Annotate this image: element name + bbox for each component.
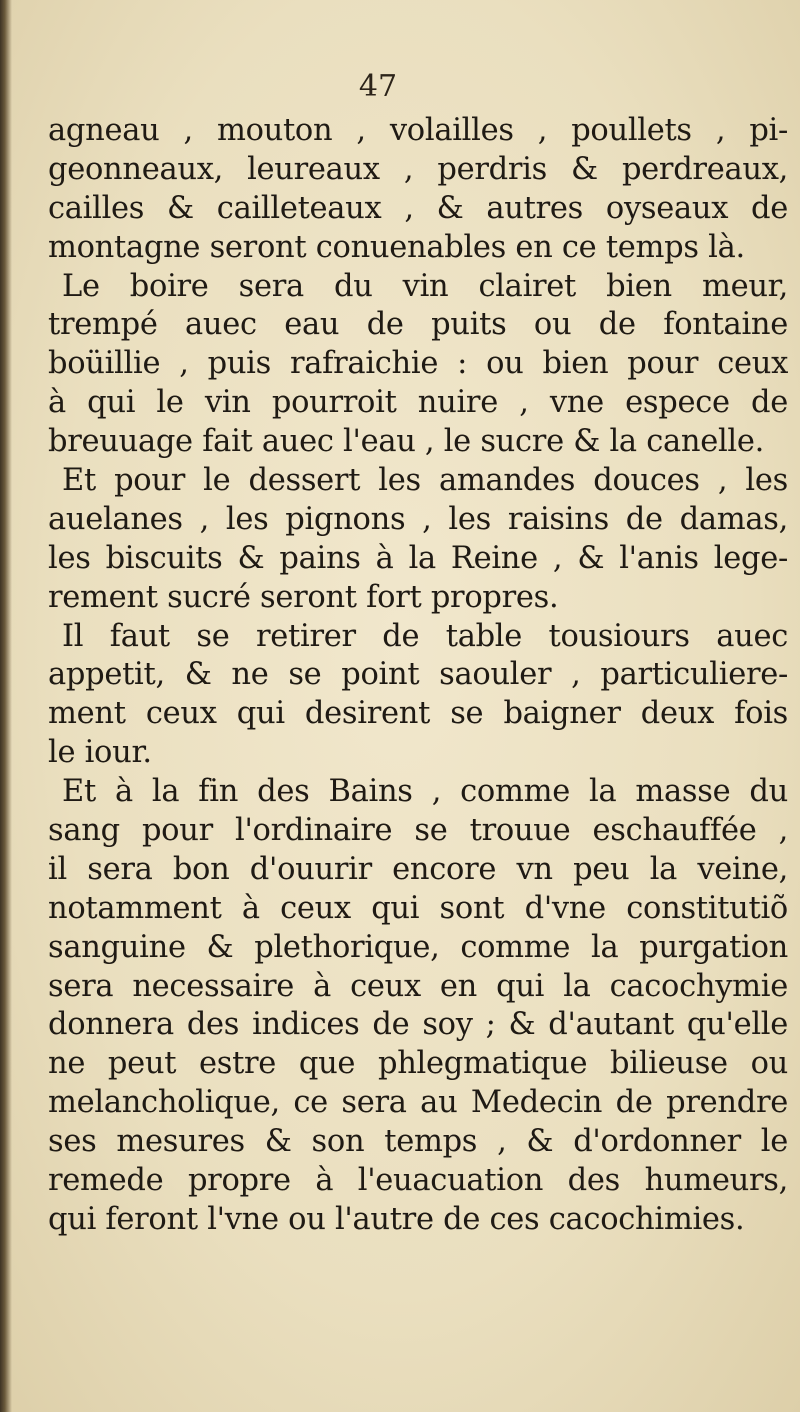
body-text <box>48 112 788 1240</box>
text-line: Et à la fin des Bains , comme la masse du <box>62 774 788 810</box>
book-gutter-shadow <box>0 0 12 1412</box>
text-line: rement sucré seront fort propres. <box>48 579 559 615</box>
page-number: 47 <box>358 69 398 104</box>
text-line: auelanes , les pignons , les raisins de damas, <box>48 501 788 537</box>
text-line: geonneaux, leureaux , perdris & perdreaux, <box>48 151 788 187</box>
text-line: sera necessaire à ceux en qui la cacochymie <box>48 968 788 1004</box>
text-line: sanguine & plethorique, comme la purgation <box>48 929 788 965</box>
text-line: cailles & cailleteaux , & autres oyseaux de <box>48 190 788 226</box>
text-line: le iour. <box>48 735 152 771</box>
text-line: notamment à ceux qui sont d'vne constitutiõ <box>48 890 788 926</box>
text-line: agneau , mouton , volailles , poullets , pi- <box>48 113 788 148</box>
text-line: appetit, & ne se point saouler , particuliere- <box>48 657 788 693</box>
text-line: remede propre à l'euacuation des humeurs, <box>48 1163 788 1199</box>
text-line: trempé auec eau de puits ou de fontaine <box>48 307 788 343</box>
text-line: Le boire sera du vin clairet bien meur, <box>62 268 788 304</box>
text-line: Et pour le dessert les amandes douces , les <box>62 463 788 499</box>
text-line: montagne seront conuenables en ce temps là. <box>48 229 745 265</box>
text-line: ne peut estre que phlegmatique bilieuse ou <box>48 1046 788 1082</box>
text-line: boüillie , puis rafraichie : ou bien pour ceux <box>48 346 788 382</box>
text-line: il sera bon d'ouurir encore vn peu la veine, <box>48 851 788 887</box>
text-line: ment ceux qui desirent se baigner deux fois <box>48 696 788 732</box>
text-line: Il faut se retirer de table tousiours auec <box>62 618 788 654</box>
text-line: sang pour l'ordinaire se trouue eschauffée , <box>48 813 788 849</box>
text-line: breuuage fait auec l'eau , le sucre & la canelle. <box>48 424 765 460</box>
text-line: à qui le vin pourroit nuire , vne espece de <box>48 385 788 421</box>
text-line: qui feront l'vne ou l'autre de ces cacochimies. <box>48 1201 745 1237</box>
text-line: donnera des indices de soy ; & d'autant qu'elle <box>48 1007 788 1043</box>
text-line: les biscuits & pains à la Reine , & l'anis lege- <box>48 540 788 576</box>
text-line: ses mesures & son temps , & d'ordonner le <box>48 1124 788 1160</box>
text-line: melancholique, ce sera au Medecin de prendre <box>48 1085 788 1121</box>
